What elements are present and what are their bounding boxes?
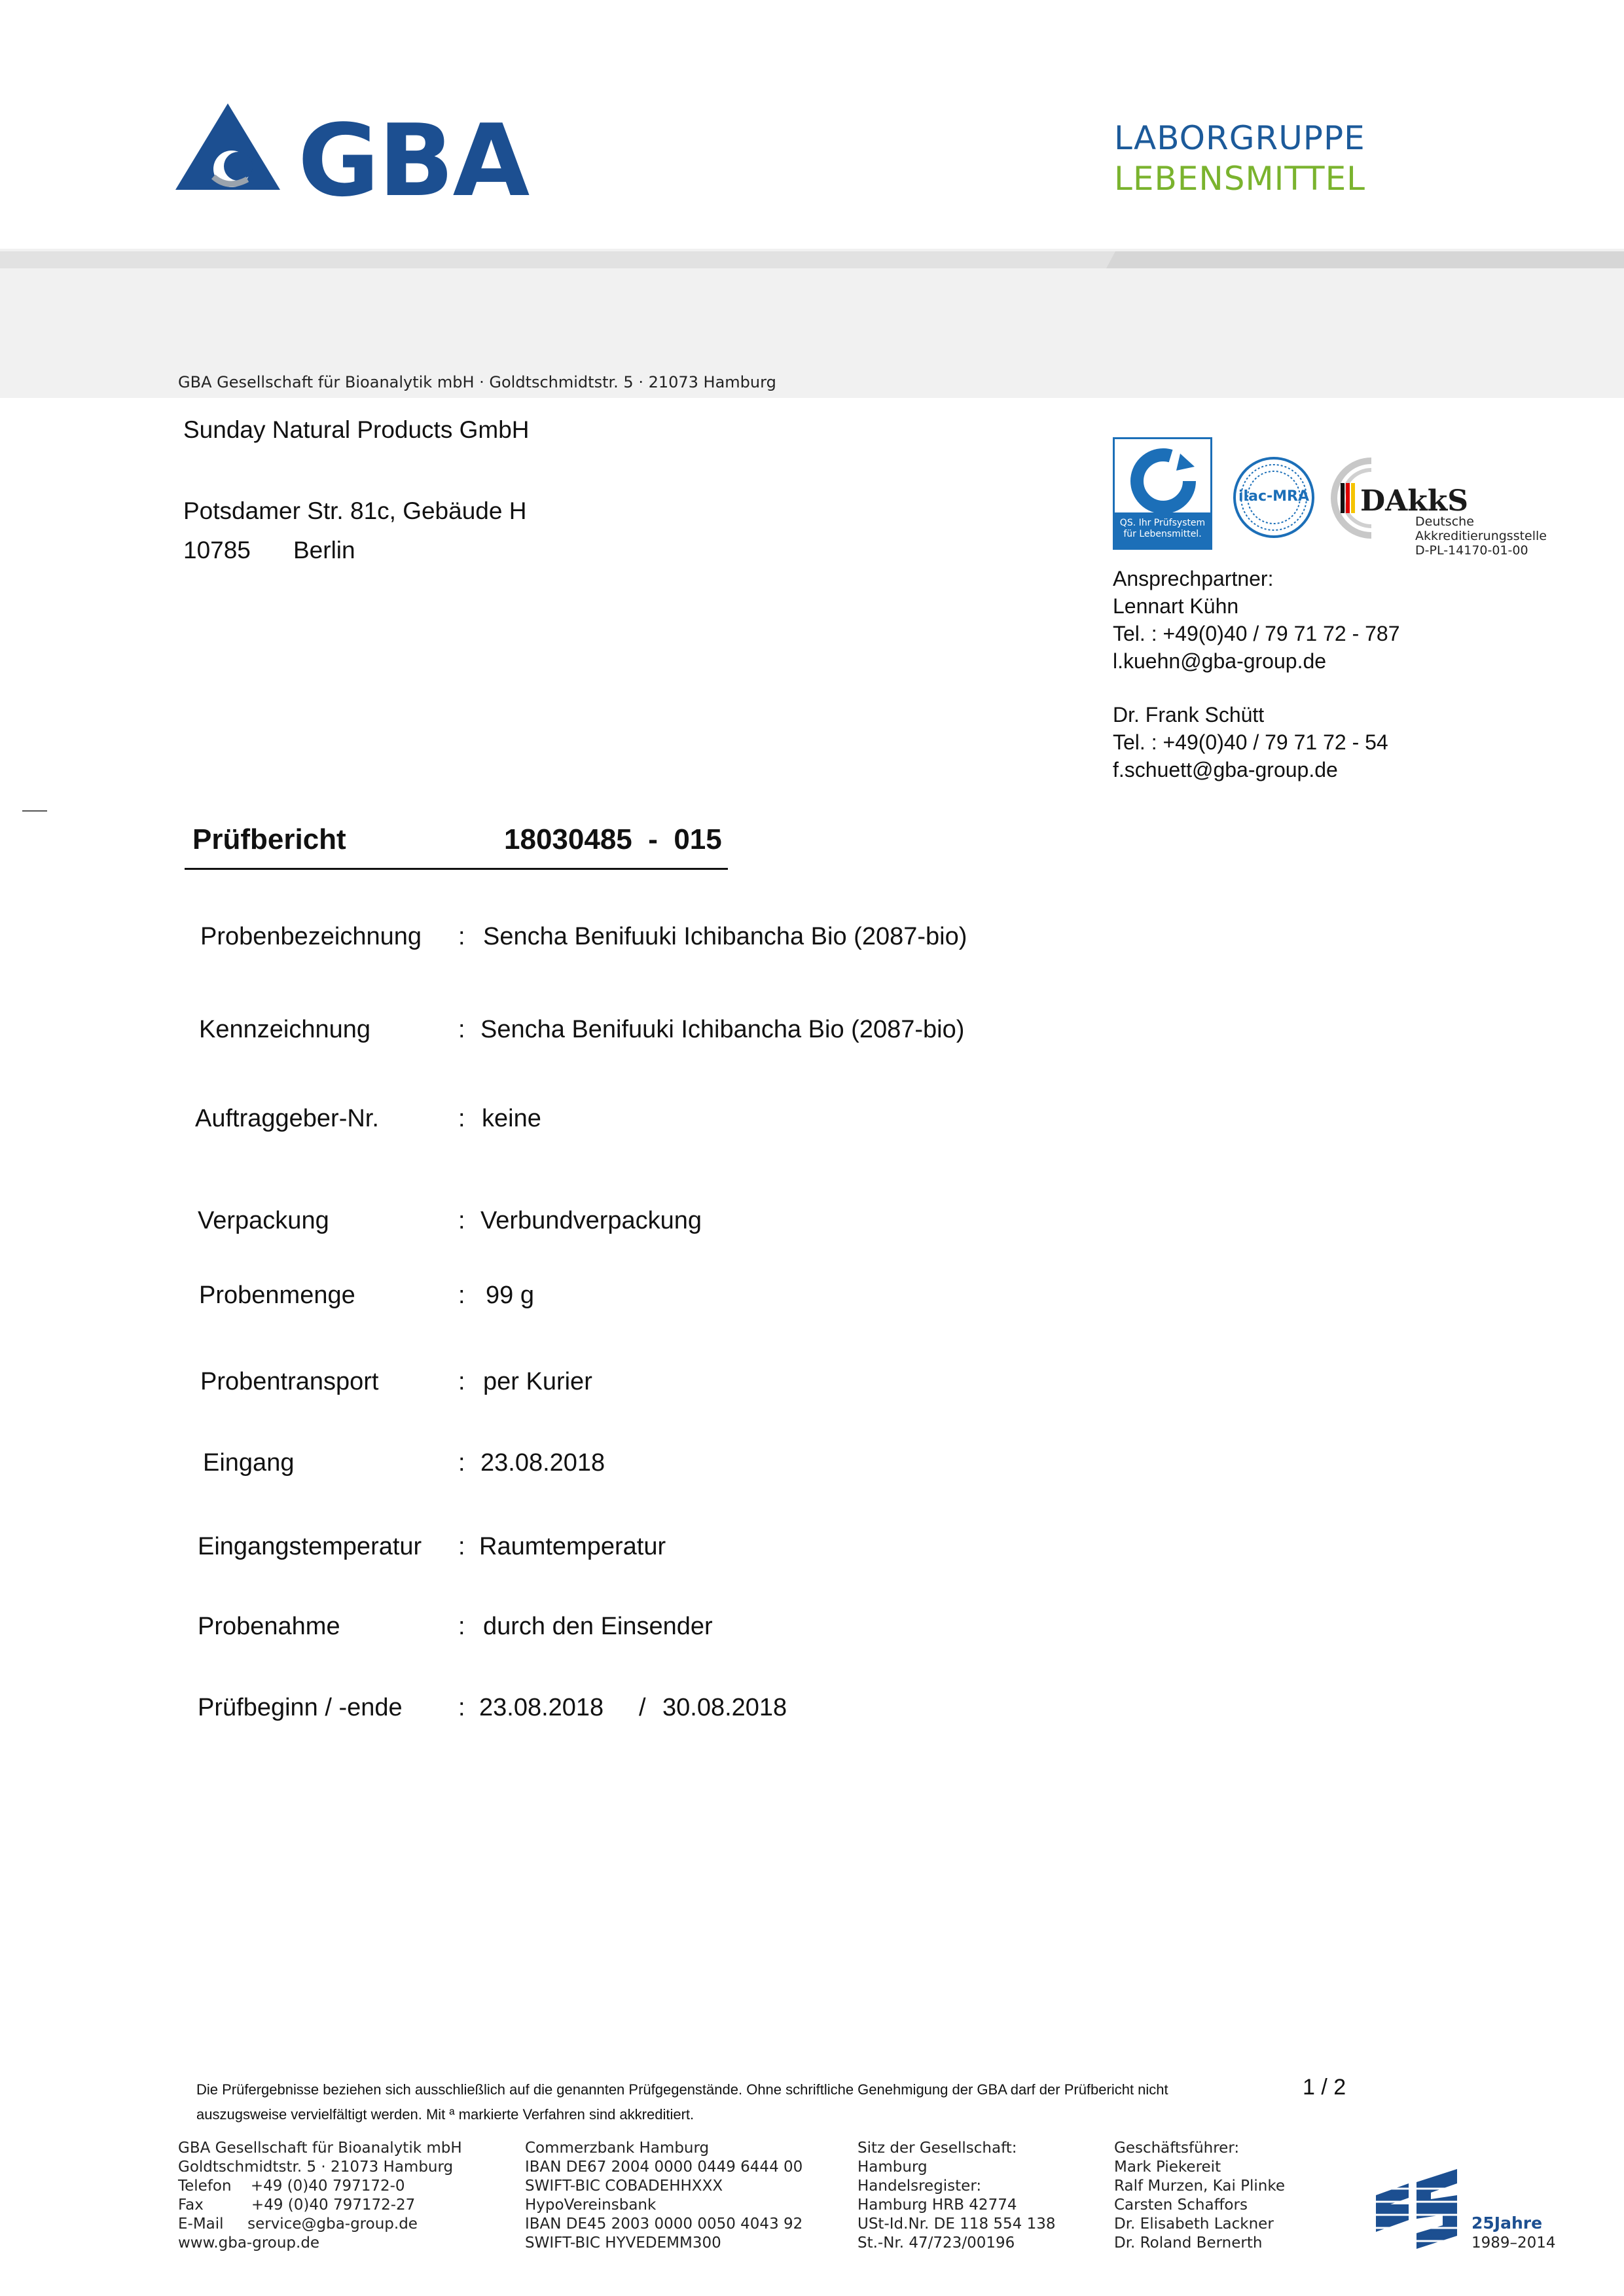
disclaimer-line1: Die Prüfergebnisse beziehen sich ausschließlich auf die genannten Prüfgegenstände. Ohne schriftliche Genehmigung der GBA darf der Prüfbericht nicht bbox=[196, 2081, 1168, 2098]
value-pruefbeginn-separator: / bbox=[639, 1694, 646, 1721]
report-number: 18030485 - 015 bbox=[504, 823, 722, 855]
recipient-city: Berlin bbox=[293, 537, 355, 564]
dakks-subtitle bbox=[1415, 514, 1547, 558]
value-pruefbeginn-end: 30.08.2018 bbox=[662, 1694, 787, 1721]
value-probentransport: per Kurier bbox=[483, 1368, 592, 1395]
anniversary-title: 25Jahre bbox=[1471, 2214, 1543, 2233]
contact-person1-name: Lennart Kühn bbox=[1113, 594, 1239, 618]
recipient-company: Sunday Natural Products GmbH bbox=[183, 416, 530, 443]
footer-line: SWIFT-BIC COBADEHHXXX bbox=[525, 2178, 723, 2195]
lab-group-line1: LABORGRUPPE bbox=[1114, 119, 1365, 157]
footer-line: USt-Id.Nr. DE 118 554 138 bbox=[857, 2215, 1056, 2233]
footer-line: Geschäftsführer: bbox=[1114, 2140, 1240, 2157]
value-probenmenge: 99 g bbox=[486, 1282, 534, 1309]
logo-text: GBA bbox=[298, 103, 529, 219]
footer-line: SWIFT-BIC HYVEDEMM300 bbox=[525, 2234, 721, 2251]
colon: : bbox=[458, 1105, 465, 1132]
footer-col-registry bbox=[857, 2139, 1056, 2253]
contact-person2-email: f.schuett@gba-group.de bbox=[1113, 758, 1338, 781]
recipient-zip: 10785 bbox=[183, 537, 251, 564]
label-eingang: Eingang bbox=[203, 1449, 295, 1477]
footer-line: IBAN DE67 2004 0000 0449 6444 00 bbox=[525, 2159, 803, 2176]
value-eingangstemperatur: Raumtemperatur bbox=[479, 1533, 666, 1560]
disclaimer-line2: auszugsweise vervielfältigt werden. Mit ª markierte Verfahren sind akkreditiert. bbox=[196, 2106, 695, 2123]
fold-mark bbox=[22, 810, 47, 812]
label-verpackung: Verpackung bbox=[198, 1207, 329, 1234]
lab-group-line2: LEBENSMITTEL bbox=[1114, 160, 1366, 198]
recipient-street: Potsdamer Str. 81c, Gebäude H bbox=[183, 497, 527, 524]
footer-col-management bbox=[1114, 2139, 1285, 2253]
page-number: 1 / 2 bbox=[1303, 2075, 1346, 2100]
label-probenbezeichnung: Probenbezeichnung bbox=[200, 923, 422, 950]
value-pruefbeginn-start: 23.08.2018 bbox=[479, 1694, 604, 1721]
footer-line: Handelsregister: bbox=[857, 2178, 982, 2195]
ilac-mra-label: ilac-MRA bbox=[1238, 488, 1309, 505]
colon: : bbox=[458, 1533, 465, 1560]
dakks-sub2: Akkreditierungsstelle bbox=[1415, 529, 1547, 543]
footer-line: IBAN DE45 2003 0000 0050 4043 92 bbox=[525, 2215, 803, 2233]
label-auftraggeber: Auftraggeber-Nr. bbox=[195, 1105, 379, 1132]
contact-person1-tel: Tel. : +49(0)40 / 79 71 72 - 787 bbox=[1113, 622, 1400, 645]
label-probentransport: Probentransport bbox=[200, 1368, 379, 1395]
contact-person2-tel: Tel. : +49(0)40 / 79 71 72 - 54 bbox=[1113, 730, 1388, 754]
colon: : bbox=[458, 1207, 465, 1234]
report-title-underline bbox=[185, 868, 728, 870]
footer-line: HypoVereinsbank bbox=[525, 2197, 657, 2214]
sender-line: GBA Gesellschaft für Bioanalytik mbH · Goldtschmidtstr. 5 · 21073 Hamburg bbox=[178, 373, 776, 391]
dakks-title: DAkkS bbox=[1360, 484, 1469, 518]
dakks-id: D-PL-14170-01-00 bbox=[1415, 543, 1528, 558]
value-probenbezeichnung: Sencha Benifuuki Ichibancha Bio (2087-bio) bbox=[483, 923, 967, 950]
footer-line: St.-Nr. 47/723/00196 bbox=[857, 2234, 1015, 2251]
footer-line: Mark Piekereit bbox=[1114, 2159, 1221, 2176]
footer-col-company bbox=[178, 2139, 462, 2253]
footer-col-bank bbox=[525, 2139, 803, 2253]
colon: : bbox=[458, 1613, 465, 1640]
label-probenmenge: Probenmenge bbox=[199, 1282, 355, 1309]
contact-person1-email: l.kuehn@gba-group.de bbox=[1113, 649, 1327, 673]
footer-line: www.gba-group.de bbox=[178, 2234, 320, 2251]
qs-logo bbox=[1113, 437, 1212, 550]
footer-line: Commerzbank Hamburg bbox=[525, 2140, 710, 2157]
footer-line: GBA Gesellschaft für Bioanalytik mbH bbox=[178, 2140, 462, 2157]
footer-line: Fax +49 (0)40 797172-27 bbox=[178, 2197, 416, 2214]
value-verpackung: Verbundverpackung bbox=[480, 1207, 702, 1234]
colon: : bbox=[458, 1016, 465, 1043]
header-stripe-accent bbox=[1106, 251, 1624, 268]
footer-line: E-Mail service@gba-group.de bbox=[178, 2215, 418, 2233]
value-auftraggeber: keine bbox=[482, 1105, 541, 1132]
colon: : bbox=[458, 1282, 465, 1309]
colon: : bbox=[458, 1368, 465, 1395]
value-kennzeichnung: Sencha Benifuuki Ichibancha Bio (2087-bio) bbox=[480, 1016, 965, 1043]
contact-heading: Ansprechpartner: bbox=[1113, 567, 1274, 590]
label-pruefbeginn: Prüfbeginn / -ende bbox=[198, 1694, 403, 1721]
footer-line: Ralf Murzen, Kai Plinke bbox=[1114, 2178, 1286, 2195]
value-probenahme: durch den Einsender bbox=[483, 1613, 713, 1640]
anniversary-25-icon bbox=[1371, 2169, 1462, 2254]
colon: : bbox=[458, 1694, 465, 1721]
footer-line: Carsten Schaffors bbox=[1114, 2197, 1248, 2214]
gba-logo-icon bbox=[175, 103, 280, 190]
report-title: Prüfbericht bbox=[192, 823, 346, 855]
footer-line: Dr. Roland Bernerth bbox=[1114, 2234, 1263, 2251]
colon: : bbox=[458, 923, 465, 950]
footer-line: Hamburg HRB 42774 bbox=[857, 2197, 1017, 2214]
qs-arrow-icon bbox=[1129, 447, 1197, 515]
label-probenahme: Probenahme bbox=[198, 1613, 340, 1640]
label-eingangstemperatur: Eingangstemperatur bbox=[198, 1533, 422, 1560]
label-kennzeichnung: Kennzeichnung bbox=[199, 1016, 370, 1043]
footer-line: Sitz der Gesellschaft: bbox=[857, 2140, 1017, 2157]
colon: : bbox=[458, 1449, 465, 1477]
footer-line: Telefon +49 (0)40 797172-0 bbox=[178, 2178, 405, 2195]
value-eingang: 23.08.2018 bbox=[480, 1449, 605, 1477]
footer-line: Hamburg bbox=[857, 2159, 928, 2176]
footer-line: Dr. Elisabeth Lackner bbox=[1114, 2215, 1274, 2233]
footer-line: Goldtschmidtstr. 5 · 21073 Hamburg bbox=[178, 2159, 454, 2176]
dakks-sub1: Deutsche bbox=[1415, 514, 1474, 529]
contact-person2-name: Dr. Frank Schütt bbox=[1113, 703, 1265, 726]
qs-caption: QS. Ihr Prüfsystem für Lebensmittel. bbox=[1115, 512, 1210, 548]
anniversary-years: 1989–2014 bbox=[1471, 2234, 1556, 2251]
